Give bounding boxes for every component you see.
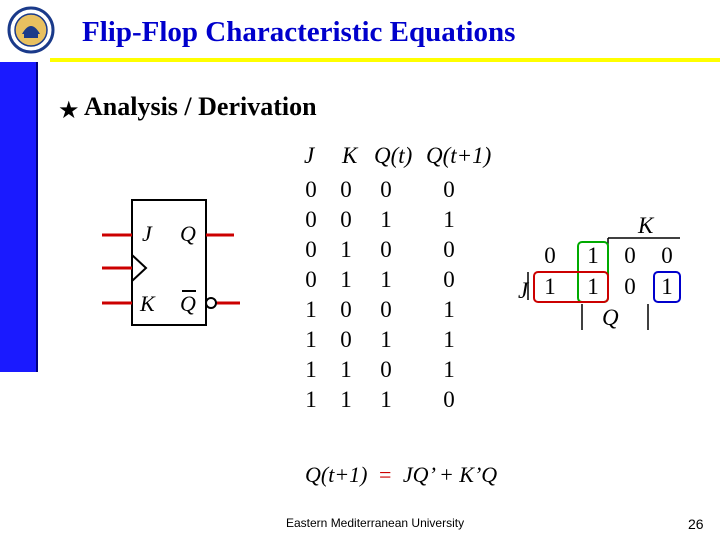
- table-cell: 1: [443, 297, 455, 322]
- table-cell: 0: [305, 177, 317, 202]
- flip-flop-j-label: J: [142, 221, 152, 246]
- table-cell: 1: [340, 267, 352, 292]
- kmap-j-label: J: [518, 278, 529, 303]
- sidebar-accent: [0, 62, 36, 372]
- table-header-qt: Q(t): [374, 143, 413, 168]
- table-cell: 1: [305, 387, 317, 412]
- equation-rhs: JQ’ + K’Q: [402, 462, 498, 487]
- star-bullet-icon: ★: [58, 98, 80, 124]
- table-cell: 1: [305, 297, 317, 322]
- kmap-cell: 0: [624, 274, 636, 299]
- kmap-cell: 0: [544, 243, 556, 268]
- flip-flop-q-label: Q: [180, 221, 196, 246]
- table-cell: 1: [443, 207, 455, 232]
- kmap-k-label: K: [638, 213, 654, 238]
- kmap-cell: 0: [624, 243, 636, 268]
- sidebar-accent-edge: [36, 62, 38, 372]
- title-underline: [50, 58, 720, 62]
- table-cell: 1: [380, 387, 392, 412]
- university-logo-icon: [0, 0, 62, 62]
- table-cell: 0: [380, 357, 392, 382]
- flip-flop-q-bar-label: Q: [180, 291, 196, 316]
- footer-institution: Eastern Mediterranean University: [286, 516, 465, 530]
- table-cell: 0: [443, 237, 455, 262]
- table-cell: 0: [380, 297, 392, 322]
- jk-flip-flop-symbol: [100, 195, 250, 335]
- table-cell: 1: [443, 357, 455, 382]
- table-cell: 1: [305, 357, 317, 382]
- table-header-qt1: Q(t+1): [426, 143, 492, 168]
- equation-lhs: Q(t+1): [305, 462, 368, 487]
- table-header-j: J: [304, 143, 315, 168]
- table-cell: 1: [443, 327, 455, 352]
- section-heading: Analysis / Derivation: [84, 92, 317, 121]
- table-cell: 1: [380, 207, 392, 232]
- slide-title: Flip-Flop Characteristic Equations: [82, 16, 516, 48]
- table-cell: 0: [340, 177, 352, 202]
- table-cell: 1: [380, 267, 392, 292]
- table-cell: 0: [380, 237, 392, 262]
- inversion-bubble: [206, 298, 216, 308]
- flip-flop-k-label: K: [140, 291, 155, 316]
- kmap-group-blue: [654, 272, 680, 302]
- kmap-group-green: [578, 242, 608, 302]
- university-logo: [0, 0, 62, 62]
- table-cell: 0: [340, 327, 352, 352]
- table-cell: 1: [340, 237, 352, 262]
- page-number: 26: [688, 516, 704, 532]
- table-cell: 0: [305, 237, 317, 262]
- table-cell: 0: [340, 207, 352, 232]
- table-cell: 0: [443, 387, 455, 412]
- table-header-k: K: [342, 143, 358, 168]
- kmap-cell: 1: [587, 274, 599, 299]
- table-cell: 0: [340, 297, 352, 322]
- kmap-cell: 1: [587, 243, 599, 268]
- table-cell: 1: [340, 387, 352, 412]
- table-cell: 0: [305, 207, 317, 232]
- kmap-cell: 1: [661, 274, 673, 299]
- characteristic-equation: [305, 462, 497, 488]
- table-cell: 1: [340, 357, 352, 382]
- table-cell: 1: [380, 327, 392, 352]
- table-cell: 0: [443, 267, 455, 292]
- kmap-cell: 0: [661, 243, 673, 268]
- kmap-group-red: [534, 272, 608, 302]
- table-cell: 0: [443, 177, 455, 202]
- equation-equals: =: [379, 462, 392, 487]
- table-cell: 1: [305, 327, 317, 352]
- table-cell: 0: [305, 267, 317, 292]
- kmap-cell: 1: [544, 274, 556, 299]
- kmap-q-label: Q: [602, 305, 619, 330]
- table-cell: 0: [380, 177, 392, 202]
